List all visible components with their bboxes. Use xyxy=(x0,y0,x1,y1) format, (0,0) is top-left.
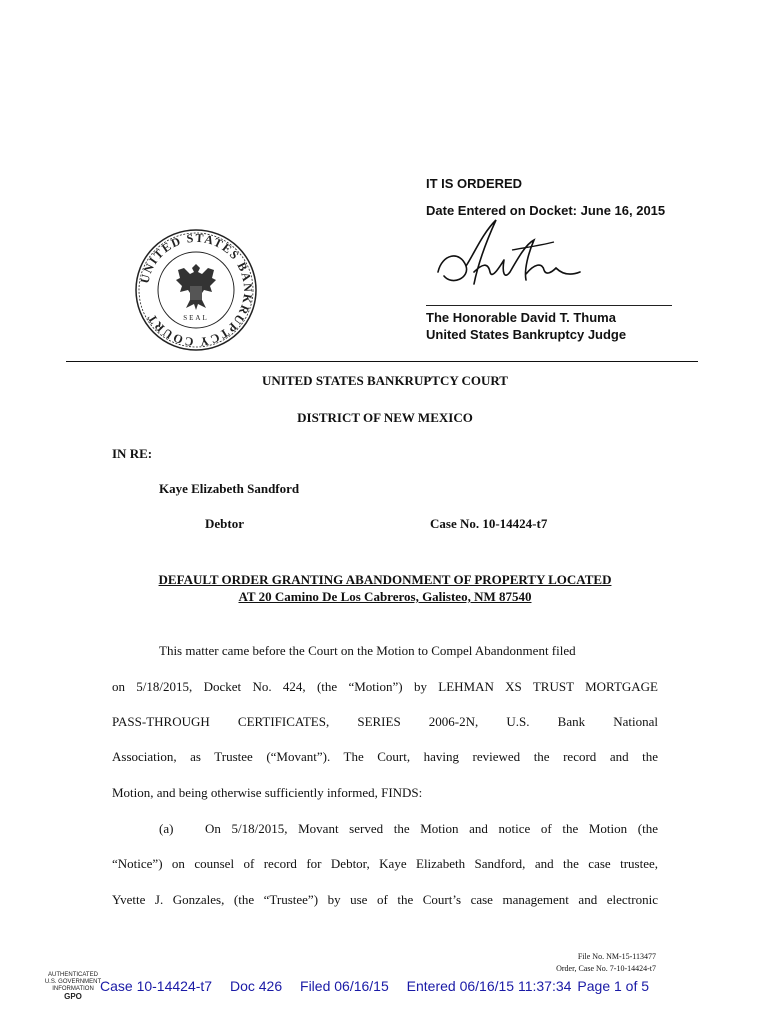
docket-footer xyxy=(100,978,663,994)
case-number: Case No. 10-14424-t7 xyxy=(430,516,548,531)
court-name: UNITED STATES BANKRUPTCY COURT xyxy=(262,373,508,388)
file-number: File No. NM-15-113477 xyxy=(577,952,656,961)
gpo-authentication-logo xyxy=(40,972,106,1000)
in-re-label: IN RE: xyxy=(112,446,153,461)
body-line: on 5/18/2015, Docket No. 424, (the “Motion”) by LEHMAN XS TRUST MORTGAGE xyxy=(112,679,658,694)
order-title-line-1: DEFAULT ORDER GRANTING ABANDONMENT OF PROPERTY LOCATED xyxy=(158,572,612,587)
court-district: DISTRICT OF NEW MEXICO xyxy=(297,410,473,425)
body-line: Association, as Trustee (“Movant”). The Court, having reviewed the record and the xyxy=(112,749,658,764)
footer-case[interactable]: Case 10-14424-t7 xyxy=(100,978,213,994)
body-line: This matter came before the Court on the Motion to Compel Abandonment filed xyxy=(159,643,576,658)
item-a-marker: (a) xyxy=(159,821,174,836)
debtor-label: Debtor xyxy=(205,516,244,531)
body-line: PASS-THROUGH CERTIFICATES, SERIES 2006-2N, U.S. Bank National xyxy=(112,714,658,729)
seal-ring-text: UNITED STATES BANKRUPTCY COURT xyxy=(137,230,256,350)
eagle-icon xyxy=(176,264,216,310)
footer-entered: Entered 06/16/15 11:37:34 xyxy=(406,978,572,994)
item-a-line: “Notice”) on counsel of record for Debtor, Kaye Elizabeth Sandford, and the case trustee, xyxy=(112,856,658,871)
body-line: Motion, and being otherwise sufficiently informed, FINDS: xyxy=(112,785,423,800)
date-entered: Date Entered on Docket: June 16, 2015 xyxy=(426,203,666,218)
item-a-line: Yvette J. Gonzales, (the “Trustee”) by use of the Court’s case management and electronic xyxy=(112,892,658,907)
header-divider xyxy=(66,361,698,362)
signature-line xyxy=(426,305,672,306)
judge-signature xyxy=(430,214,590,304)
gpo-line: INFORMATION xyxy=(52,986,94,992)
footer-doc[interactable]: Doc 426 xyxy=(229,978,283,994)
debtor-name: Kaye Elizabeth Sandford xyxy=(159,481,300,496)
judge-title: United States Bankruptcy Judge xyxy=(426,327,627,342)
gpo-line: GPO xyxy=(64,992,82,1001)
judge-name: The Honorable David T. Thuma xyxy=(426,310,616,325)
order-heading: IT IS ORDERED xyxy=(426,176,523,191)
order-title-line-2: AT 20 Camino De Los Cabreros, Galisteo, NM 87540 xyxy=(238,589,532,604)
gpo-line: U.S. GOVERNMENT xyxy=(44,979,102,985)
gpo-line: AUTHENTICATED xyxy=(48,972,98,978)
court-seal xyxy=(134,228,258,352)
seal-center-label: SEAL xyxy=(183,314,209,322)
order-case-number: Order, Case No. 7-10-14424-t7 xyxy=(556,964,656,973)
item-a-line: On 5/18/2015, Movant served the Motion and notice of the Motion (the xyxy=(205,821,658,836)
footer-page: Page 1 of 5 xyxy=(577,978,650,994)
footer-filed: Filed 06/16/15 xyxy=(300,978,389,994)
